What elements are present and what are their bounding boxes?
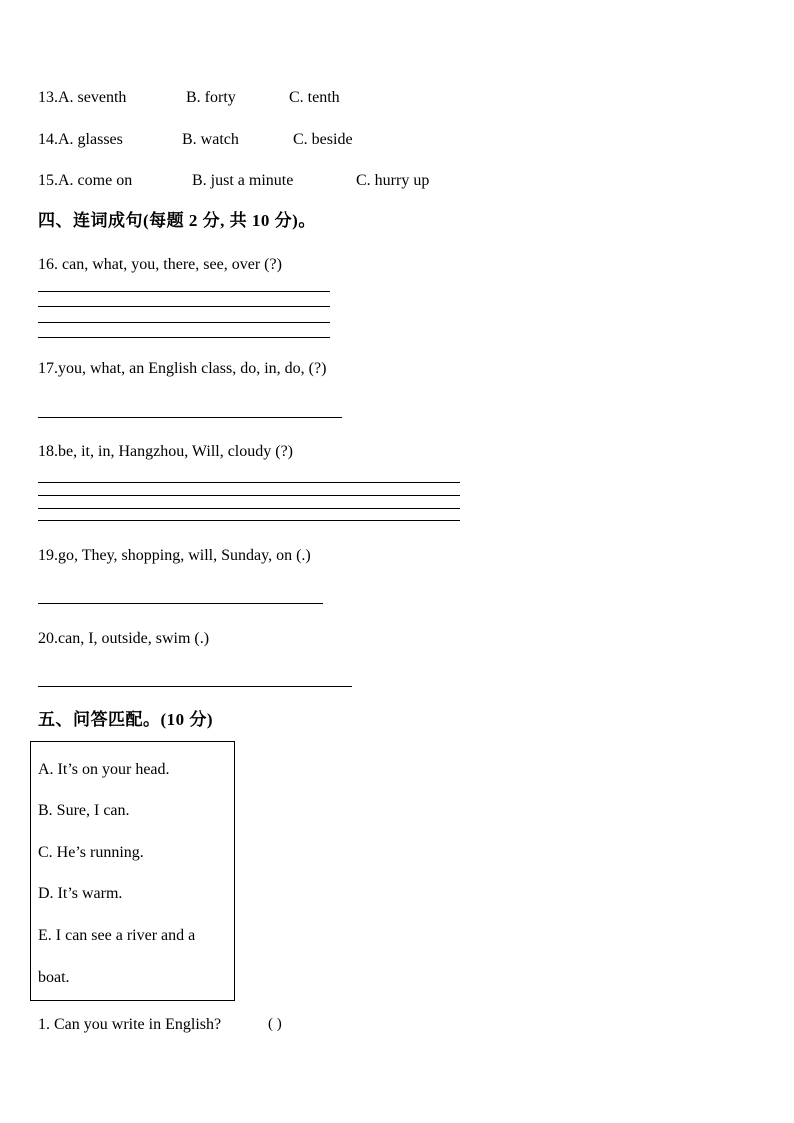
- question-17: 17.you, what, an English class, do, in, do, (?): [38, 360, 327, 377]
- option-e-continued: boat.: [38, 969, 70, 986]
- choice-a: A. seventh: [58, 89, 127, 106]
- answer-line: [38, 337, 330, 338]
- option-e: E. I can see a river and a: [38, 927, 196, 944]
- answer-line: [38, 520, 460, 521]
- choice-b: B. just a minute: [192, 172, 294, 189]
- option-c: C. He’s running.: [38, 844, 144, 861]
- answer-line: [38, 322, 330, 323]
- answer-line: [38, 306, 330, 307]
- question-19: 19.go, They, shopping, will, Sunday, on (.): [38, 547, 311, 564]
- answer-line: [38, 686, 352, 687]
- answer-line: [38, 417, 342, 418]
- match-question-1: 1. Can you write in English?: [38, 1016, 222, 1033]
- answer-options-box: [30, 741, 235, 1001]
- option-d: D. It’s warm.: [38, 885, 123, 902]
- answer-parentheses: ( ): [268, 1016, 282, 1032]
- answer-line: [38, 291, 330, 292]
- question-18: 18.be, it, in, Hangzhou, Will, cloudy (?): [38, 443, 294, 460]
- question-20: 20.can, I, outside, swim (.): [38, 630, 210, 647]
- choice-number: 14.: [38, 131, 58, 148]
- section-5-title: 五、问答匹配。(10 分): [38, 710, 214, 729]
- choice-row-15: [38, 171, 132, 191]
- choice-b: B. watch: [182, 131, 239, 148]
- answer-line: [38, 603, 323, 604]
- option-a: A. It’s on your head.: [38, 761, 170, 778]
- section-4-title: 四、连词成句(每题 2 分, 共 10 分)。: [38, 211, 316, 230]
- question-16: 16. can, what, you, there, see, over (?): [38, 256, 282, 273]
- answer-line: [38, 508, 460, 509]
- option-b: B. Sure, I can.: [38, 802, 130, 819]
- choice-c: C. beside: [293, 131, 353, 148]
- choice-row-14: [38, 130, 123, 150]
- choice-number: 13.: [38, 89, 58, 106]
- choice-b: B. forty: [186, 89, 236, 106]
- choice-c: C. hurry up: [356, 172, 430, 189]
- choice-a: A. glasses: [58, 131, 123, 148]
- answer-line: [38, 482, 460, 483]
- choice-c: C. tenth: [289, 89, 340, 106]
- answer-line: [38, 495, 460, 496]
- choice-number: 15.: [38, 172, 58, 189]
- choice-row-13: [38, 88, 126, 108]
- choice-a: A. come on: [58, 172, 133, 189]
